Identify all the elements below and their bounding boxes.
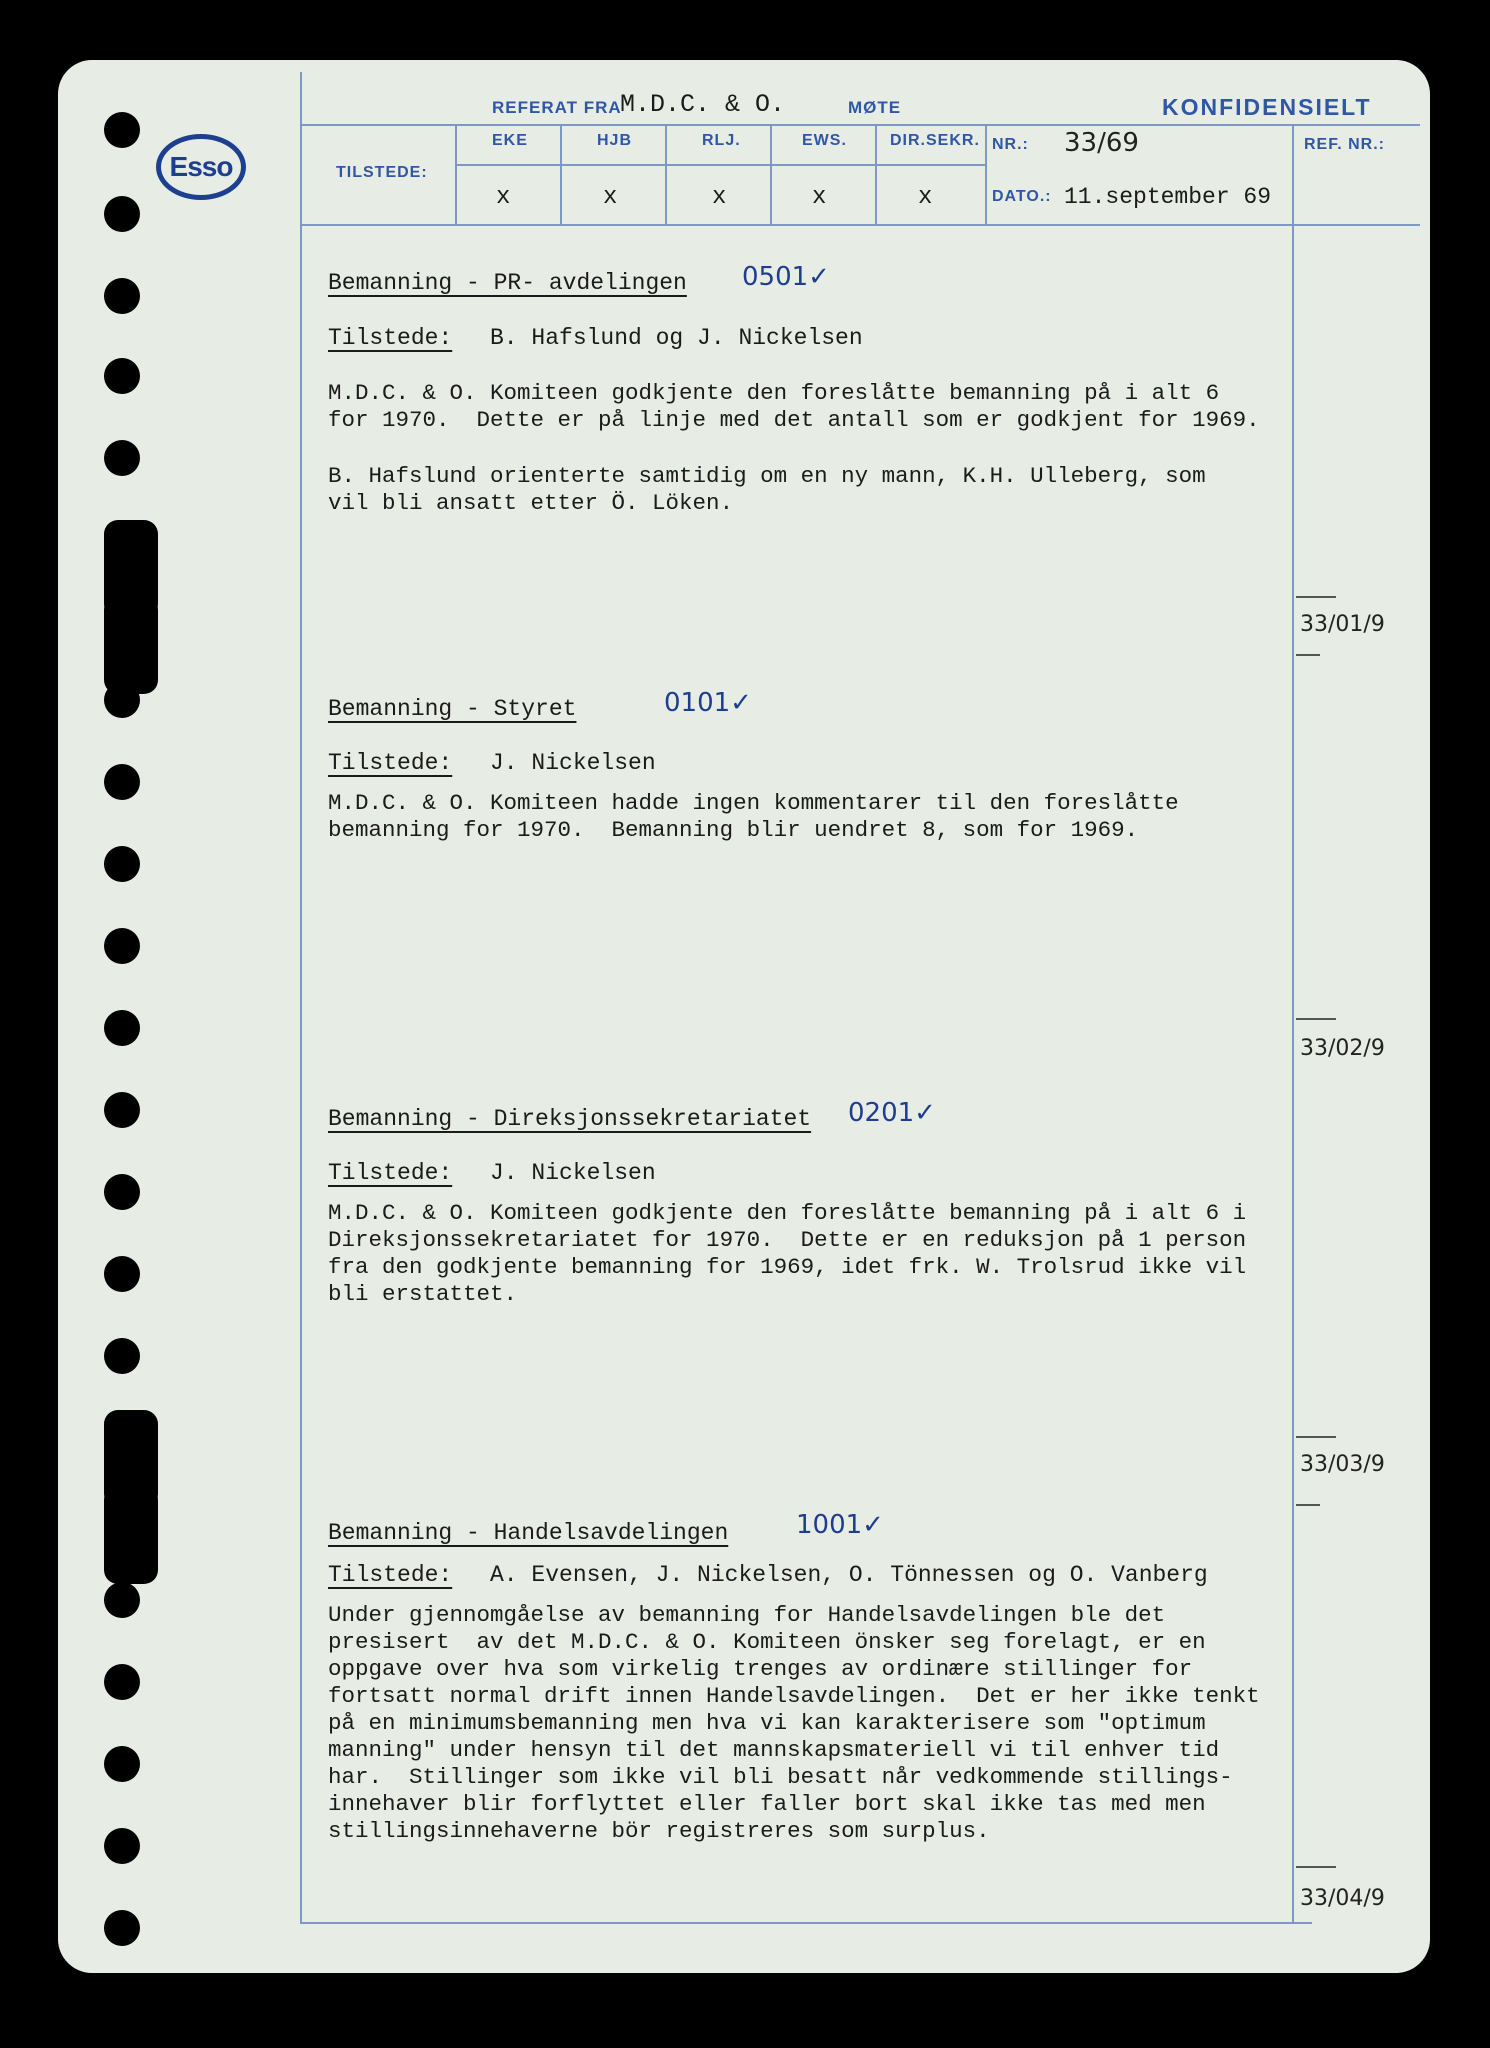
ref-rule xyxy=(1296,596,1336,598)
paragraph-line: for 1970. Dette er på linje med det antall som er godkjent for 1969. xyxy=(328,407,1260,433)
paragraph-line: bli erstattet. xyxy=(328,1281,518,1307)
binder-slot xyxy=(104,1486,158,1584)
col-divider xyxy=(875,124,877,224)
binder-hole xyxy=(104,1338,140,1374)
referat-label: REFERAT FRA xyxy=(492,98,622,117)
paragraph-line: stillingsinnehaverne bör registreres som surplus. xyxy=(328,1818,990,1844)
paragraph-line: fra den godkjente bemanning for 1969, idet frk. W. Trolsrud ikke vil xyxy=(328,1254,1247,1280)
column-eke: EKE xyxy=(492,132,528,149)
present-label: Tilstede: xyxy=(328,325,453,351)
binder-hole xyxy=(104,1746,140,1782)
section-paragraph xyxy=(328,1602,1260,1845)
attendance-mark: x xyxy=(712,184,727,211)
present-label: Tilstede: xyxy=(328,750,453,776)
col-divider xyxy=(560,124,562,224)
col-divider xyxy=(770,124,772,224)
margin-rule xyxy=(1292,124,1294,1922)
attendance-mark: x xyxy=(918,184,933,211)
paragraph-line: M.D.C. & O. Komiteen godkjente den foreslåtte bemanning på i alt 6 i xyxy=(328,1200,1247,1226)
ref-rule xyxy=(1296,654,1320,656)
paragraph-line: bemanning for 1970. Bemanning blir uendret 8, som for 1969. xyxy=(328,817,1139,843)
reference-number: 33/04/9 xyxy=(1300,1886,1385,1911)
binder-hole xyxy=(104,196,140,232)
paragraph-line: har. Stillinger som ikke vil bli besatt når vedkommende stillings- xyxy=(328,1764,1233,1790)
section-title: Bemanning - PR- avdelingen xyxy=(328,270,687,296)
mote-label: MØTE xyxy=(848,98,902,117)
paragraph-line: B. Hafslund orienterte samtidig om en ny mann, K.H. Ulleberg, som xyxy=(328,463,1206,489)
paragraph-line: Under gjennomgåelse av bemanning for Handelsavdelingen ble det xyxy=(328,1602,1166,1628)
attendance-mark: x xyxy=(603,184,618,211)
esso-logo: Esso xyxy=(156,134,246,200)
paragraph-line: fortsatt normal drift innen Handelsavdelingen. Det er her ikke tenkt xyxy=(328,1683,1260,1709)
dato-value: 11.september 69 xyxy=(1064,184,1272,210)
paragraph-line: presisert av det M.D.C. & O. Komiteen önsker seg forelagt, er en xyxy=(328,1629,1206,1655)
binder-hole xyxy=(104,358,140,394)
ref-rule xyxy=(1296,1504,1320,1506)
binder-hole xyxy=(104,1828,140,1864)
present-label: Tilstede: xyxy=(328,1562,453,1588)
account-code: 0201✓ xyxy=(848,1098,936,1128)
present-names: J. Nickelsen xyxy=(490,750,656,776)
frame-bottom xyxy=(300,1922,1312,1924)
header-rule-3 xyxy=(455,164,985,166)
binder-hole xyxy=(104,112,140,148)
reference-number: 33/03/9 xyxy=(1300,1452,1385,1477)
binder-hole xyxy=(104,1582,140,1618)
paragraph-line: oppgave over hva som virkelig trenges av ordinære stillinger for xyxy=(328,1656,1193,1682)
column-dirsekr: DIR.SEKR. xyxy=(890,132,980,149)
binder-hole xyxy=(104,764,140,800)
frame-left xyxy=(300,72,302,1922)
col-divider xyxy=(985,124,987,224)
reference-number: 33/01/9 xyxy=(1300,612,1385,637)
column-ews: EWS. xyxy=(802,132,847,149)
paragraph-line: Direksjonssekretariatet for 1970. Dette er en reduksjon på 1 person xyxy=(328,1227,1247,1253)
section-paragraph xyxy=(328,790,1179,844)
committee-name: M.D.C. & O. xyxy=(620,90,786,119)
paragraph-line: manning" under hensyn til det mannskapsmateriell vi til enhver tid xyxy=(328,1737,1220,1763)
account-code: 0501✓ xyxy=(742,262,830,292)
binder-hole xyxy=(104,1092,140,1128)
header-rule-1 xyxy=(300,124,1420,126)
section-title: Bemanning - Direksjonssekretariatet xyxy=(328,1106,812,1132)
ref-rule xyxy=(1296,1018,1336,1020)
binder-hole xyxy=(104,1174,140,1210)
binder-slot xyxy=(104,596,158,694)
binder-hole xyxy=(104,928,140,964)
paragraph-line: M.D.C. & O. Komiteen godkjente den foreslåtte bemanning på i alt 6 xyxy=(328,380,1220,406)
paragraph-line: M.D.C. & O. Komiteen hadde ingen kommentarer til den foreslåtte xyxy=(328,790,1179,816)
ref-rule xyxy=(1296,1866,1336,1868)
nr-value: 33/69 xyxy=(1064,128,1139,158)
binder-hole xyxy=(104,682,140,718)
reference-number: 33/02/9 xyxy=(1300,1036,1385,1061)
paragraph-line: på en minimumsbemanning men hva vi kan karakterisere som "optimum xyxy=(328,1710,1206,1736)
paragraph-line: innehaver blir forflyttet eller faller bort skal ikke tas med men xyxy=(328,1791,1206,1817)
tilstede-header-label: TILSTEDE: xyxy=(336,164,428,181)
column-rlj: RLJ. xyxy=(702,132,741,149)
present-label: Tilstede: xyxy=(328,1160,453,1186)
binder-hole xyxy=(104,1664,140,1700)
present-names: J. Nickelsen xyxy=(490,1160,656,1186)
binder-hole xyxy=(104,278,140,314)
present-names: B. Hafslund og J. Nickelsen xyxy=(490,325,863,351)
binder-hole xyxy=(104,846,140,882)
binder-hole xyxy=(104,1256,140,1292)
present-names: A. Evensen, J. Nickelsen, O. Tönnessen og O. Vanberg xyxy=(490,1562,1208,1588)
attendance-mark: x xyxy=(812,184,827,211)
confidential-label: KONFIDENSIELT xyxy=(1162,94,1372,120)
section-title: Bemanning - Styret xyxy=(328,696,577,722)
section-paragraph xyxy=(328,380,1260,434)
column-hjb: HJB xyxy=(597,132,633,149)
section-title: Bemanning - Handelsavdelingen xyxy=(328,1520,729,1546)
header-rule-2 xyxy=(300,224,1420,226)
nr-label: NR.: xyxy=(992,136,1029,153)
dato-label: DATO.: xyxy=(992,188,1052,205)
section-paragraph xyxy=(328,463,1206,517)
binder-hole xyxy=(104,1010,140,1046)
account-code: 0101✓ xyxy=(664,688,752,718)
binder-hole xyxy=(104,440,140,476)
attendance-mark: x xyxy=(496,184,511,211)
ref-label: REF. NR.: xyxy=(1304,136,1385,153)
ref-rule xyxy=(1296,1436,1336,1438)
col-divider xyxy=(455,124,457,224)
paragraph-line: vil bli ansatt etter Ö. Löken. xyxy=(328,490,734,516)
binder-hole xyxy=(104,1910,140,1946)
section-paragraph xyxy=(328,1200,1246,1308)
col-divider xyxy=(665,124,667,224)
account-code: 1001✓ xyxy=(796,1510,884,1540)
